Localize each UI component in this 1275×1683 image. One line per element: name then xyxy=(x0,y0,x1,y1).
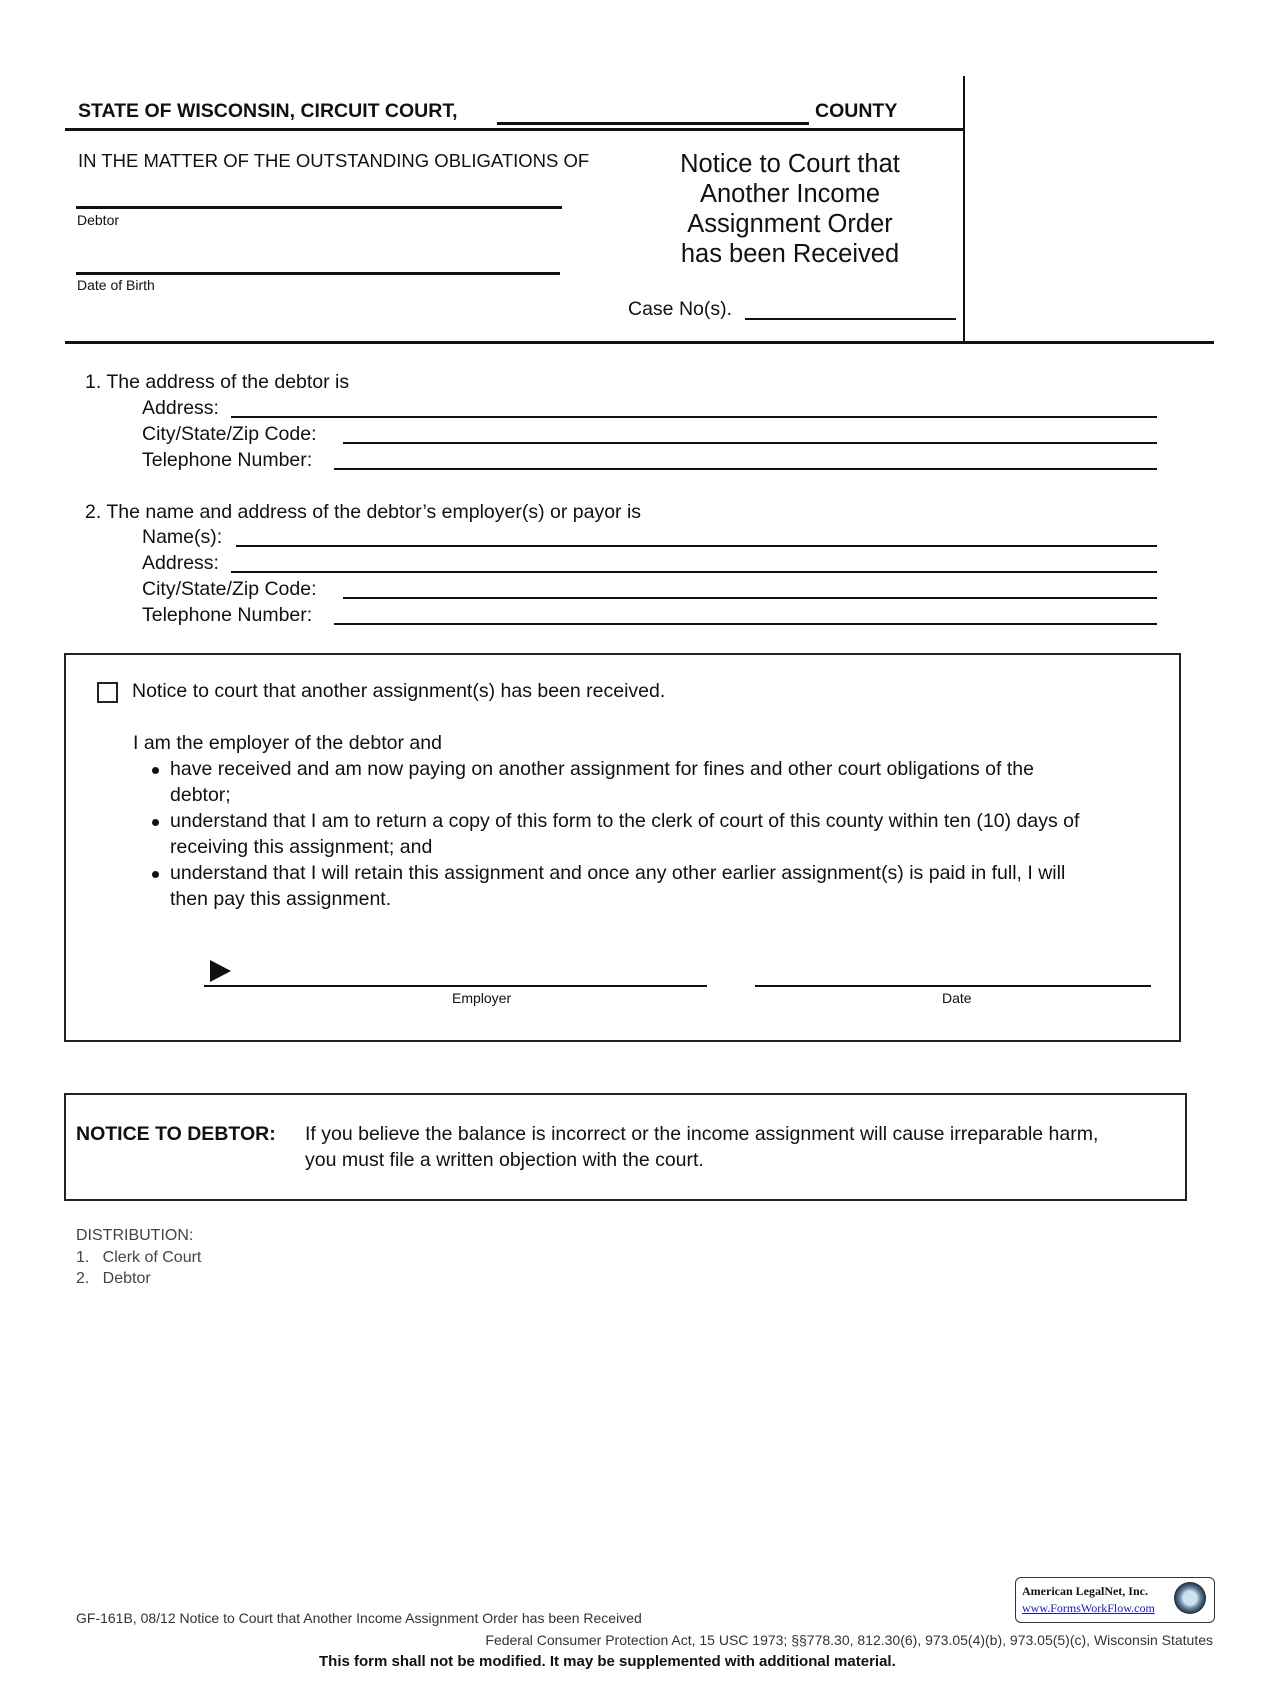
debtor-notice-box xyxy=(64,1093,1187,1201)
employer-city-label: City/State/Zip Code: xyxy=(142,578,317,600)
bullet-text: receiving this assignment; and xyxy=(170,836,433,858)
employer-address-field[interactable] xyxy=(231,571,1157,573)
address-label: Address: xyxy=(142,397,219,419)
debtor-phone-field[interactable] xyxy=(334,468,1157,470)
county-label: COUNTY xyxy=(815,100,898,122)
logo-name: American LegalNet, Inc. xyxy=(1022,1584,1148,1598)
section1-heading: 1. The address of the debtor is xyxy=(85,371,350,393)
employer-signature-label: Employer xyxy=(452,990,512,1006)
signature-date-field[interactable] xyxy=(755,985,1151,987)
distribution-heading: DISTRIBUTION: xyxy=(76,1227,194,1244)
statutes: Federal Consumer Protection Act, 15 USC 1973; §§778.30, 812.30(6), 973.05(4)(b), 973.05(5)(c), Wisconsin Statutes xyxy=(485,1632,1213,1648)
modification-warning: This form shall not be modified. It may be supplemented with additional material. xyxy=(319,1653,896,1670)
employer-intro: I am the employer of the debtor and xyxy=(133,732,442,754)
logo-url-link[interactable]: www.FormsWorkFlow.com xyxy=(1022,1601,1155,1615)
form-id: GF-161B, 08/12 Notice to Court that Another Income Assignment Order has been Received xyxy=(76,1610,642,1626)
bullet-text: understand that I am to return a copy of this form to the clerk of court of this county within ten (10) days of xyxy=(170,810,1080,832)
bullet-icon xyxy=(152,871,159,878)
bullet-text: debtor; xyxy=(170,784,231,806)
phone-label: Telephone Number: xyxy=(142,449,313,471)
county-field[interactable] xyxy=(497,122,809,125)
bullet-icon xyxy=(152,819,159,826)
city-label: City/State/Zip Code: xyxy=(142,423,317,445)
header-bottom-rule xyxy=(65,341,1214,344)
checkbox-label: Notice to court that another assignment(s) has been received. xyxy=(132,680,666,702)
debtor-address-field[interactable] xyxy=(231,416,1157,418)
employer-city-field[interactable] xyxy=(343,597,1157,599)
distribution-item: 1. Clerk of Court xyxy=(76,1249,202,1266)
signature-date-label: Date xyxy=(942,990,972,1006)
dob-field[interactable] xyxy=(76,272,560,275)
form-title xyxy=(640,149,940,269)
debtor-notice-label: NOTICE TO DEBTOR: xyxy=(76,1123,276,1145)
debtor-notice-text: you must file a written objection with the court. xyxy=(305,1149,704,1171)
employer-name-field[interactable] xyxy=(236,545,1157,547)
header-vertical-rule xyxy=(963,76,965,343)
debtor-field[interactable] xyxy=(76,206,562,209)
bullet-text: then pay this assignment. xyxy=(170,888,392,910)
bullet-text: have received and am now paying on another assignment for fines and other court obligations of the xyxy=(170,758,1034,780)
globe-icon xyxy=(1174,1582,1206,1614)
bullet-text: understand that I will retain this assignment and once any other earlier assignment(s) is paid in full, I will xyxy=(170,862,1066,884)
employer-signature-field[interactable] xyxy=(204,985,707,987)
title-line: Notice to Court that xyxy=(680,150,900,178)
case-number-field[interactable] xyxy=(745,318,956,320)
title-line: Another Income xyxy=(699,180,881,208)
header-rule xyxy=(65,128,964,131)
employer-address-label: Address: xyxy=(142,552,219,574)
sign-here-arrow-icon xyxy=(210,960,231,982)
employer-phone-field[interactable] xyxy=(334,623,1157,625)
case-number-label: Case No(s). xyxy=(628,298,733,320)
employer-name-label: Name(s): xyxy=(142,526,223,548)
distribution-item: 2. Debtor xyxy=(76,1270,151,1287)
debtor-city-field[interactable] xyxy=(343,442,1157,444)
notice-checkbox[interactable] xyxy=(97,682,118,703)
debtor-notice-text: If you believe the balance is incorrect or the income assignment will cause irreparable harm, xyxy=(305,1123,1099,1145)
bullet-icon xyxy=(152,767,159,774)
title-line: has been Received xyxy=(680,240,900,268)
american-legalnet-logo[interactable] xyxy=(1015,1577,1215,1623)
court-heading: STATE OF WISCONSIN, CIRCUIT COURT, xyxy=(78,100,458,122)
debtor-label: Debtor xyxy=(77,212,120,228)
employer-phone-label: Telephone Number: xyxy=(142,604,313,626)
dob-label: Date of Birth xyxy=(77,277,155,293)
matter-label: IN THE MATTER OF THE OUTSTANDING OBLIGATIONS OF xyxy=(78,150,590,171)
title-line: Assignment Order xyxy=(687,210,893,238)
section2-heading: 2. The name and address of the debtor’s employer(s) or payor is xyxy=(85,501,642,523)
